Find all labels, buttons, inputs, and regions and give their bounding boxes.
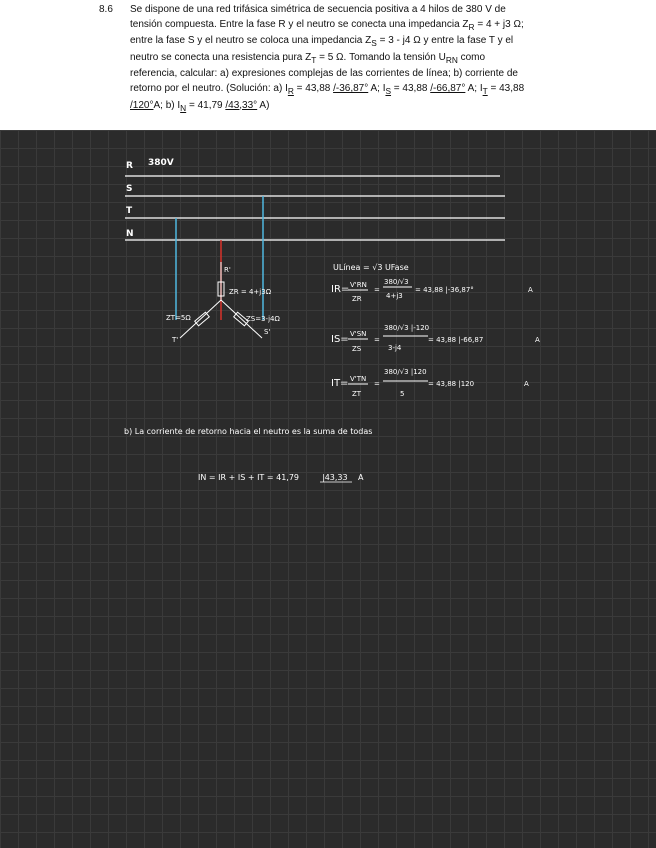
ir-numerator: V'RN bbox=[350, 281, 367, 289]
in-angle: /43,33° bbox=[225, 99, 258, 111]
star-load bbox=[180, 262, 262, 338]
ir-numerator-2: 380/√3 bbox=[384, 278, 409, 286]
it-subscript: T bbox=[482, 85, 488, 96]
in-subscript: N bbox=[180, 102, 187, 113]
is-sep: A; I bbox=[465, 82, 483, 94]
phase-label-s: S bbox=[126, 184, 133, 194]
voltage-label: 380V bbox=[148, 158, 174, 168]
is-calculation bbox=[331, 324, 540, 353]
ir-angle: /-36,87° bbox=[333, 82, 369, 94]
phase-label-r: R bbox=[126, 161, 133, 171]
it-result: = 43,88 |120 bbox=[428, 380, 475, 388]
zs-label: ZS=3-j4Ω bbox=[246, 315, 280, 323]
zt-resistor-symbol bbox=[195, 312, 210, 326]
it-angle: /120° bbox=[130, 99, 154, 111]
is-numerator: V'SN bbox=[350, 330, 367, 338]
is-label: IS= bbox=[331, 334, 349, 345]
statement-line-4: neutro se conecta una resistencia pura Z bbox=[130, 51, 312, 63]
zt-label: ZT=5Ω bbox=[166, 314, 191, 322]
it-calculation bbox=[331, 368, 529, 398]
ir-label: IR= bbox=[331, 284, 350, 295]
urn-tail: como bbox=[457, 51, 486, 63]
it-value: = 43,88 bbox=[487, 82, 525, 94]
is-denominator: ZS bbox=[352, 345, 362, 353]
ir-sep: A; I bbox=[368, 82, 386, 94]
statement-line-7: A; b) I bbox=[153, 99, 181, 111]
statement-line-2: tensión compuesta. Entre la fase R y el neutro se conecta una impedancia Z bbox=[130, 18, 469, 30]
zs-subscript: S bbox=[371, 38, 377, 49]
it-eq: = bbox=[374, 380, 380, 388]
in-angle: |43,33 bbox=[322, 473, 348, 482]
ir-subscript: R bbox=[287, 85, 294, 96]
zr-subscript: R bbox=[468, 21, 475, 32]
problem-number: 8.6 bbox=[99, 4, 113, 15]
is-angle: /-66,87° bbox=[430, 82, 466, 94]
it-label: IT= bbox=[331, 378, 349, 389]
in-value: = 41,79 bbox=[186, 99, 226, 111]
zr-value: = 4 + j3 Ω; bbox=[474, 18, 524, 30]
phase-label-n: N bbox=[126, 229, 134, 239]
zs-value: = 3 - j4 Ω y entre la fase T y el bbox=[376, 35, 514, 47]
it-numerator-2: 380/√3 |120 bbox=[384, 368, 427, 376]
t-mark: T' bbox=[172, 336, 179, 344]
ir-calculation bbox=[331, 278, 533, 303]
in-tail: A) bbox=[257, 99, 270, 111]
it-denominator-2: 5 bbox=[400, 390, 405, 398]
it-denominator: ZT bbox=[352, 390, 362, 398]
in-unit: A bbox=[358, 473, 364, 482]
ir-denominator-2: 4+j3 bbox=[386, 292, 403, 300]
bus-lines bbox=[125, 176, 505, 240]
statement-line-5: referencia, calcular: a) expresiones complejas de las corrientes de línea; b) corriente de bbox=[130, 68, 518, 80]
ir-eq: = bbox=[374, 286, 380, 294]
zr-label: ZR = 4+j3Ω bbox=[229, 288, 272, 296]
ir-unit: A bbox=[528, 286, 533, 294]
it-numerator: V'TN bbox=[350, 375, 367, 383]
statement-line-6: retorno por el neutro. (Solución: a) I bbox=[130, 82, 288, 94]
ir-denominator: ZR bbox=[352, 295, 362, 303]
zt-value: = 5 Ω. Tomando la tensión U bbox=[316, 51, 446, 63]
statement-line-1: Se dispone de una red trifásica simétrica de secuencia positiva a 4 hilos de 380 V de bbox=[130, 4, 506, 15]
is-eq: = bbox=[374, 336, 380, 344]
urn-subscript: RN bbox=[445, 54, 458, 65]
ir-value: = 43,88 bbox=[293, 82, 334, 94]
ir-result: = 43,88 |-36,87° bbox=[415, 286, 474, 294]
is-denominator-2: 3-j4 bbox=[388, 344, 402, 352]
zt-subscript: T bbox=[311, 54, 317, 65]
r-mark: R' bbox=[224, 266, 231, 274]
is-unit: A bbox=[535, 336, 540, 344]
in-formula: IN = IR + IS + IT = 41,79 bbox=[198, 473, 300, 482]
statement-line-3: entre la fase S y el neutro se coloca una impedancia Z bbox=[130, 35, 372, 47]
it-unit: A bbox=[524, 380, 529, 388]
is-numerator-2: 380/√3 |-120 bbox=[384, 324, 430, 332]
s-mark: S' bbox=[264, 328, 271, 336]
is-subscript: S bbox=[385, 85, 392, 96]
part-b-text: b) La corriente de retorno hacia el neutro es la suma de todas bbox=[124, 427, 373, 436]
is-result: = 43,88 |-66,87 bbox=[428, 336, 484, 344]
is-value: = 43,88 bbox=[391, 82, 431, 94]
line-voltage-formula: ULínea = √3 UFase bbox=[333, 263, 409, 272]
phase-label-t: T bbox=[126, 206, 133, 216]
